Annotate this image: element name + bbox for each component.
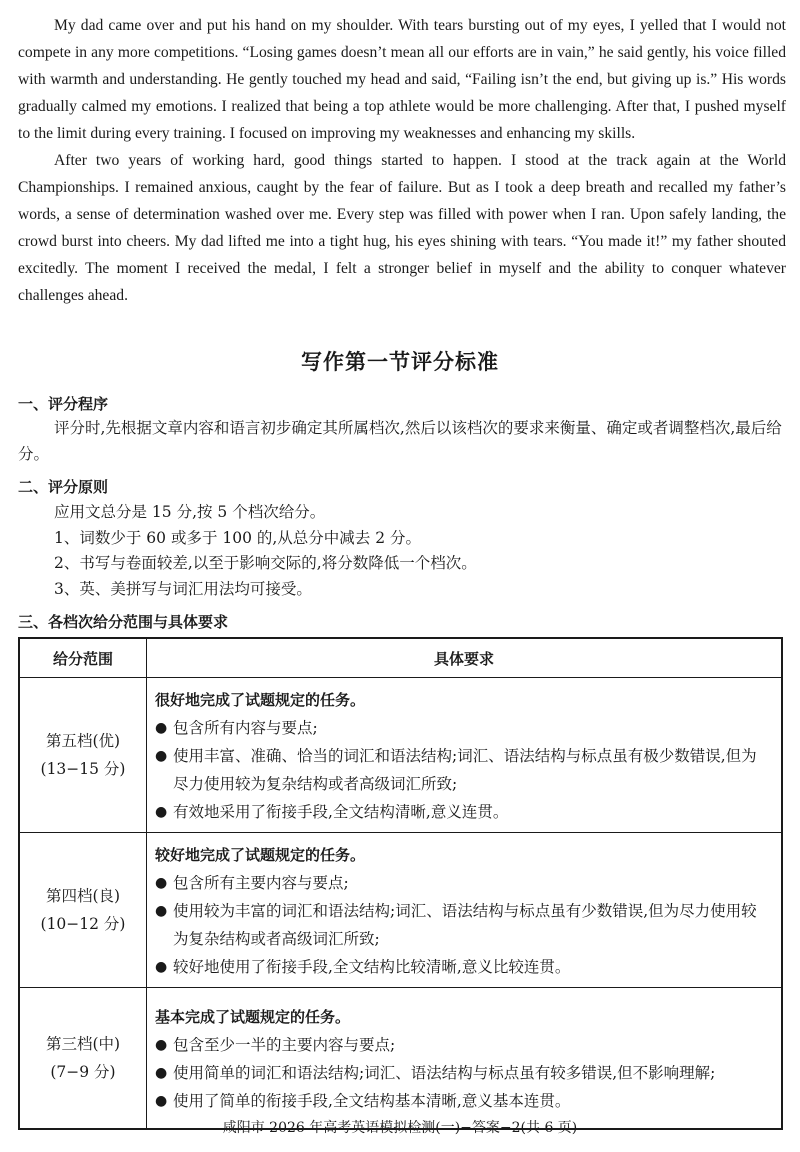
requirement-heading: 基本完成了试题规定的任务。	[155, 1007, 351, 1026]
bullet-icon: ●	[155, 959, 168, 975]
list-item: ● 使用简单的词汇和语法结构;词汇、语法结构与标点虽有较多错误,但不影响理解;	[155, 1059, 771, 1087]
list-item: ● 包含至少一半的主要内容与要点;	[155, 1031, 771, 1059]
list-item: ● 包含所有主要内容与要点;	[155, 869, 771, 897]
list-item: ● 使用较为丰富的词汇和语法结构;词汇、语法结构与标点虽有少数错误,但为尽力使用较为复杂结构或者高级词汇所致;	[155, 897, 771, 953]
story-paragraph-2: After two years of working hard, good things started to happen. I stood at the track again at the World Championships. I remained anxious, caught by the fear of failure. But as I took a deep breath and recalled my father’s words, a sense of determination washed over me. Every step was filled with power when I ran. Upon safely landing, the crowd burst into cheers. My dad lifted me into a tight hug, his eyes shining with tears. “You made it!” my father shouted excitedly. The moment I received the medal, I felt a stronger belief in myself and the ability to conquer whatever challenges ahead.	[18, 152, 786, 304]
list-item: ● 使用丰富、准确、恰当的词汇和语法结构;词汇、语法结构与标点虽有极少数错误,但为尽力使用较为复杂结构或者高级词汇所致;	[155, 742, 771, 798]
level-cell	[19, 833, 147, 988]
bullet-icon: ●	[155, 748, 168, 764]
level-cell	[19, 988, 147, 1129]
level-range: (10−12 分)	[40, 915, 126, 933]
requirement-heading: 较好地完成了试题规定的任务。	[155, 846, 366, 864]
level-name: 第四档(良)	[45, 887, 121, 905]
table-row	[19, 678, 782, 833]
principle-item: 1、词数少于 60 或多于 100 的,从总分中减去 2 分。	[54, 528, 422, 547]
bullet-icon: ●	[155, 903, 168, 919]
list-item: ● 使用了简单的衔接手段,全文结构基本清晰,意义基本连贯。	[155, 1087, 771, 1115]
bullet-icon: ●	[155, 804, 168, 820]
bullet-icon: ●	[155, 1092, 168, 1109]
story-paragraph-1: My dad came over and put his hand on my shoulder. With tears bursting out of my eyes, I yelled that I would not compete in any more competitions. “Losing games doesn’t mean all our efforts are in vain,” he said gently, his voice filled with warmth and understanding. He gently touched my head and said, “Failing isn’t the end, but giving up is.” His words gradually calmed my emotions. I realized that being a top athlete would be more challenging. After that, I pushed myself to the limit during every training. I focused on improving my weaknesses and enhancing my skills.	[18, 17, 786, 142]
procedure-section	[18, 416, 784, 467]
list-item: ● 较好地使用了衔接手段,全文结构比较清晰,意义比较连贯。	[155, 953, 771, 981]
bullet-icon: ●	[155, 720, 168, 736]
bullet-icon: ●	[155, 1064, 168, 1081]
column-header-range: 给分范围	[19, 638, 147, 678]
level-cell	[19, 678, 147, 833]
rubric-table	[18, 637, 783, 1130]
requirements-cell	[147, 678, 783, 833]
procedure-text: 评分时,先根据文章内容和语言初步确定其所属档次,然后以该档次的要求来衡量、确定或者调整档次,最后给分。	[18, 419, 782, 463]
principles-heading: 二、评分原则	[18, 478, 109, 496]
list-item: ● 包含所有内容与要点;	[155, 714, 771, 742]
principles-intro: 应用文总分是 15 分,按 5 个档次给分。	[54, 503, 326, 521]
principle-item: 2、书写与卷面较差,以至于影响交际的,将分数降低一个档次。	[54, 554, 477, 572]
table-row	[19, 988, 782, 1129]
list-item: ● 有效地采用了衔接手段,全文结构清晰,意义连贯。	[155, 798, 771, 826]
table-row	[19, 833, 782, 988]
level-name: 第五档(优)	[45, 732, 121, 750]
column-header-requirements: 具体要求	[147, 638, 783, 678]
page-footer: 咸阳市 2026 年高考英语模拟检测(一)−答案−2(共 6 页)	[222, 1120, 578, 1136]
principles-section	[18, 500, 784, 602]
level-range: (7−9 分)	[50, 1062, 116, 1081]
table-header-row	[19, 638, 782, 678]
bullet-icon: ●	[155, 1036, 168, 1053]
principle-item: 3、英、美拼写与词汇用法均可接受。	[54, 579, 312, 598]
requirements-cell	[147, 833, 783, 988]
requirement-heading: 很好地完成了试题规定的任务。	[155, 691, 366, 709]
requirements-cell	[147, 988, 783, 1129]
story-text	[18, 12, 786, 309]
rubric-title: 写作第一节评分标准	[301, 350, 499, 374]
level-range: (13−15 分)	[40, 760, 126, 778]
level-name: 第三档(中)	[45, 1034, 121, 1053]
bullet-icon: ●	[155, 875, 168, 891]
procedure-heading: 一、评分程序	[18, 395, 109, 413]
levels-heading: 三、各档次给分范围与具体要求	[18, 613, 229, 631]
